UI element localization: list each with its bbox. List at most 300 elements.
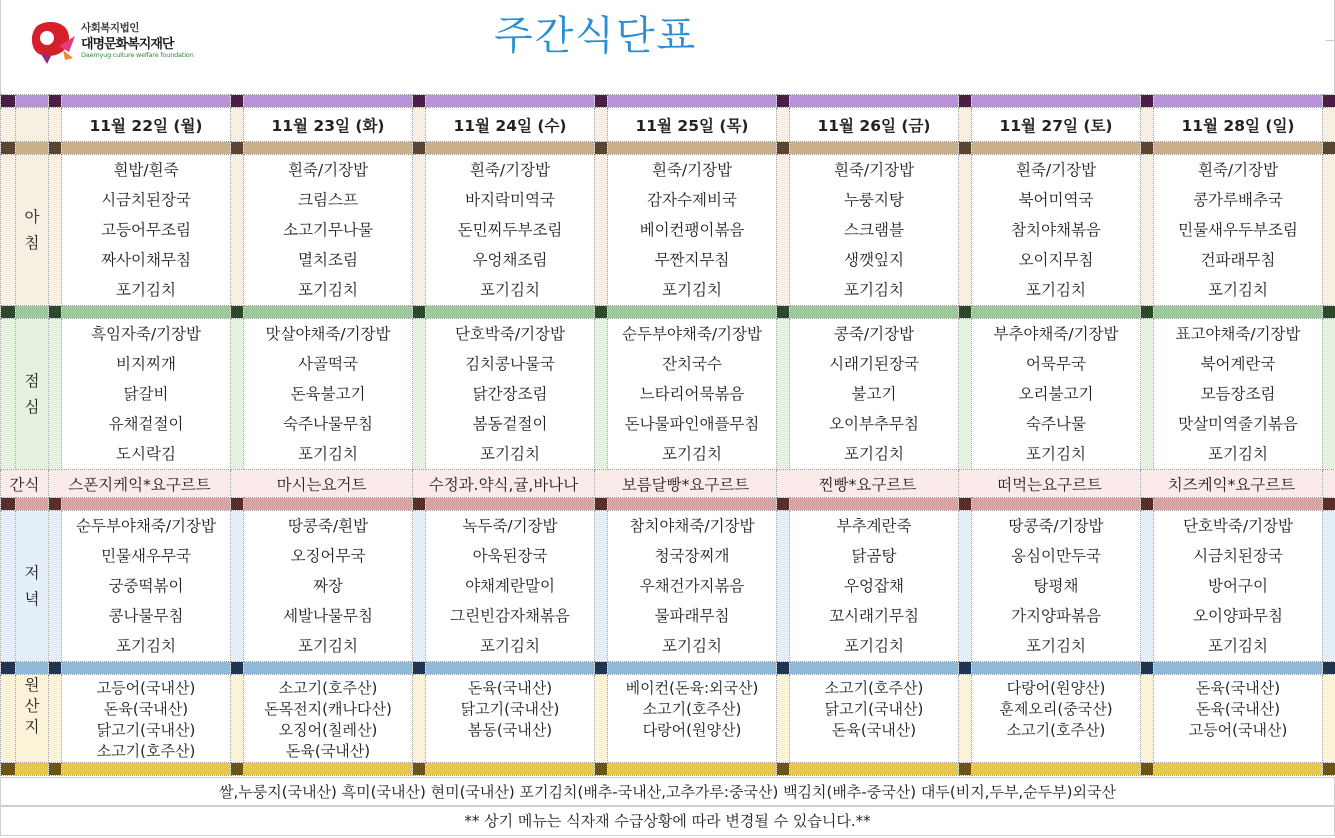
strip-cell [972,306,1141,319]
spacer-cell [231,511,244,662]
strip-bar [49,662,62,675]
strip-edge [1,763,16,776]
menu-item: 숙주나물 [1026,415,1086,433]
strip-bar [49,142,62,155]
strip-cell [1154,95,1323,108]
meal-label-char: 녁 [24,590,40,608]
menu-item: 세발나물무침 [283,607,373,625]
strip-bar [49,763,62,776]
strip-cell [62,662,231,675]
day-header: 11월 22일 (월) [62,108,231,142]
menu-item: 소고기무나물 [283,221,373,239]
menu-item: 단호박죽/기장밥 [454,325,566,343]
menu-item: 흰죽/기장밥 [287,161,369,179]
edge-cell [1,675,16,763]
spacer-cell [231,319,244,470]
day-header: 11월 25일 (목) [608,108,777,142]
meal-label-origin [16,675,49,763]
spacer-cell [595,155,608,306]
strip-cell [972,662,1141,675]
day-menu-cell [972,319,1141,470]
menu-item: 콩나물무침 [108,607,184,625]
menu-item: 생깻잎지 [844,251,904,269]
strip-cell [16,498,49,511]
strip-bottom [1,763,1335,776]
strip-cell [608,498,777,511]
strip-cell [426,662,595,675]
strip-bar [1323,763,1335,776]
origin-item: 소고기(호주산) [278,679,378,697]
menu-item: 포기김치 [662,637,722,655]
menu-item: 포기김치 [1208,637,1268,655]
menu-item: 맛살야채죽/기장밥 [265,325,391,343]
menu-item: 누룽지탕 [844,191,904,209]
strip-bar [595,662,608,675]
strip-cell [790,662,959,675]
strip-edge [1,662,16,675]
meal-row-lunch [1,319,1335,470]
day-origin-cell [1154,675,1323,763]
menu-item: 짜장 [313,577,343,595]
day-menu-cell [608,155,777,306]
meal-label-char: 저 [24,564,40,582]
menu-item: 포기김치 [298,281,358,299]
menu-item: 포기김치 [844,637,904,655]
origin-item: 돈육(국내산) [103,700,189,718]
snack-item: 수정과.약식,귤,바나나 [413,470,595,498]
origin-item: 다랑어(원양산) [642,721,742,739]
spacer-cell [959,675,972,763]
weekly-menu-table [0,94,1335,776]
strip-bar [959,498,972,511]
origin-item: 베이컨(돈육:외국산) [625,679,759,697]
menu-item: 사골떡국 [298,355,358,373]
foundation-logo-icon [29,18,77,64]
strip-cell [1154,142,1323,155]
menu-item: 부추야채죽/기장밥 [993,325,1119,343]
spacer-cell [1323,511,1335,662]
menu-item: 오리불고기 [1018,385,1094,403]
strip-bar [231,662,244,675]
spacer-cell [595,319,608,470]
strip-bar [1323,95,1335,108]
strip-breakfast [1,142,1335,155]
strip-cell [608,95,777,108]
strip-cell [426,95,595,108]
menu-item: 오징어무국 [290,547,366,565]
strip-cell [16,763,49,776]
change-notice: ** 상기 메뉴는 식자재 수급상황에 따라 변경될 수 있습니다.** [0,806,1335,836]
spacer-cell [1323,470,1335,498]
spacer-cell [49,155,62,306]
origin-item: 소고기(호주산) [642,700,742,718]
menu-item: 포기김치 [298,637,358,655]
spacer-cell [413,675,426,763]
meal-label-char: 아 [24,208,40,226]
strip-bar [1323,498,1335,511]
day-menu-cell [244,511,413,662]
strip-cell [16,662,49,675]
strip-top [1,95,1335,108]
menu-item: 북어계란국 [1200,355,1276,373]
day-menu-cell [62,155,231,306]
strip-bar [49,95,62,108]
menu-item: 짜사이채무침 [101,251,191,269]
strip-lunch [1,306,1335,319]
strip-cell [1154,763,1323,776]
spacer-cell [231,675,244,763]
day-menu-cell [1154,511,1323,662]
strip-cell [972,95,1141,108]
menu-item: 김치콩나물국 [465,355,555,373]
strip-bar [595,306,608,319]
menu-item: 고등어무조림 [101,221,191,239]
strip-bar [959,306,972,319]
menu-item: 유채겉절이 [108,415,184,433]
menu-item: 순두부야채죽/기장밥 [622,325,762,343]
strip-bar [777,498,790,511]
menu-item: 돈육불고기 [290,385,366,403]
strip-bar [413,95,426,108]
spacer-cell [777,319,790,470]
spacer-cell [413,511,426,662]
day-header: 11월 28일 (일) [1154,108,1323,142]
day-menu-cell [608,319,777,470]
menu-item: 비지찌개 [116,355,176,373]
origin-item: 오징어(칠레산) [278,721,378,739]
menu-item: 포기김치 [1026,445,1086,463]
strip-cell [426,763,595,776]
menu-item: 녹두죽/기장밥 [462,517,558,535]
snack-item: 찐빵*요구르트 [777,470,959,498]
menu-item: 오이양파무침 [1193,607,1283,625]
menu-item: 베이컨팽이볶음 [639,221,745,239]
divider [1326,40,1335,41]
menu-item: 멸치조림 [298,251,358,269]
origin-item: 소고기(호주산) [824,679,924,697]
menu-item: 콩죽/기장밥 [833,325,915,343]
origin-item: 소고기(호주산) [96,742,196,760]
day-menu-cell [1154,155,1323,306]
strip-cell [426,142,595,155]
spacer-cell [413,319,426,470]
strip-cell [244,763,413,776]
strip-cell [62,95,231,108]
strip-bar [1141,498,1154,511]
spacer-cell [49,511,62,662]
page-title: 주간식단표 [494,13,698,59]
meal-label-char: 지 [24,718,40,736]
strip-cell [16,95,49,108]
snack-item: 스폰지케익*요구르트 [49,470,231,498]
day-menu-cell [790,155,959,306]
day-origin-cell [608,675,777,763]
menu-item: 참치야채볶음 [1011,221,1101,239]
snack-item: 보름달빵*요구르트 [595,470,777,498]
day-origin-cell [790,675,959,763]
strip-cell [244,142,413,155]
menu-item: 꼬시래기무침 [829,607,919,625]
strip-bar [413,763,426,776]
strip-cell [790,498,959,511]
day-header: 11월 27일 (토) [972,108,1141,142]
menu-item: 오이지무침 [1018,251,1094,269]
menu-item: 어묵무국 [1026,355,1086,373]
menu-item: 포기김치 [1026,281,1086,299]
menu-item: 표고야채죽/기장밥 [1175,325,1301,343]
spacer-cell [1141,675,1154,763]
day-origin-cell [62,675,231,763]
menu-item: 그린빈감자채볶음 [450,607,570,625]
menu-item: 포기김치 [844,281,904,299]
strip-cell [608,142,777,155]
menu-item: 흰죽/기장밥 [651,161,733,179]
meal-label-char: 심 [24,398,40,416]
menu-item: 흰죽/기장밥 [1197,161,1279,179]
menu-item: 무짠지무침 [654,251,730,269]
spacer-cell [1141,108,1154,142]
meal-label-char: 침 [24,234,40,252]
origin-item: 돈육(국내산) [1195,679,1281,697]
strip-bar [231,306,244,319]
menu-item: 흰죽/기장밥 [833,161,915,179]
origin-item: 돈육(국내산) [831,721,917,739]
day-header: 11월 23일 (화) [244,108,413,142]
strip-bar [1141,662,1154,675]
day-header-row [1,108,1335,142]
menu-item: 돈민찌두부조림 [457,221,563,239]
strip-cell [62,498,231,511]
spacer-cell [1323,675,1335,763]
day-menu-cell [972,155,1141,306]
menu-item: 민물새우무국 [101,547,191,565]
strip-bar [1141,142,1154,155]
strip-bar [49,306,62,319]
strip-cell [244,498,413,511]
menu-item: 포기김치 [480,281,540,299]
origin-item: 돈목전지(캐나다산) [264,700,392,718]
spacer-cell [777,108,790,142]
strip-cell [244,306,413,319]
origin-item: 소고기(호주산) [1006,721,1106,739]
spacer-cell [49,675,62,763]
strip-cell [608,763,777,776]
strip-bar [231,95,244,108]
spacer-cell [413,155,426,306]
strip-bar [413,498,426,511]
spacer-cell [1323,319,1335,470]
meal-row-breakfast [1,155,1335,306]
menu-item: 야채계란말이 [465,577,555,595]
day-menu-cell [426,155,595,306]
spacer-cell [413,108,426,142]
menu-item: 물파래무침 [654,607,730,625]
menu-item: 흰죽/기장밥 [469,161,551,179]
strip-cell [1154,498,1323,511]
menu-item: 돈나물파인애플무침 [624,415,760,433]
foundation-type: 사회복지법인 [81,22,139,34]
menu-item: 숙주나물무침 [283,415,373,433]
menu-item: 포기김치 [1208,445,1268,463]
origin-item: 닭고기(국내산) [460,700,560,718]
menu-item: 옹심이만두국 [1011,547,1101,565]
origin-item: 고등어(국내산) [1188,721,1288,739]
menu-item: 감자수제비국 [647,191,737,209]
spacer-cell [49,108,62,142]
origin-item: 훈제오리(중국산) [999,700,1113,718]
foundation-name: 대명문화복지재단 [81,37,174,52]
menu-item: 우채건가지볶음 [639,577,745,595]
strip-bar [49,498,62,511]
corner-cell [16,108,49,142]
origin-item: 돈육(국내산) [467,679,553,697]
edge-cell [1,155,16,306]
spacer-cell [231,108,244,142]
menu-item: 포기김치 [1208,281,1268,299]
strip-cell [244,662,413,675]
origin-item: 돈육(국내산) [1195,700,1281,718]
strip-bar [413,662,426,675]
strip-bar [777,306,790,319]
foundation-logo [29,18,199,64]
spacer-cell [595,675,608,763]
menu-item: 스크램블 [844,221,904,239]
menu-item: 느타리어묵볶음 [639,385,745,403]
strip-bar [595,95,608,108]
menu-item: 포기김치 [298,445,358,463]
day-menu-cell [426,511,595,662]
menu-item: 잔치국수 [662,355,722,373]
spacer-cell [777,511,790,662]
spacer-cell [1141,511,1154,662]
spacer-cell [777,155,790,306]
day-menu-cell [608,511,777,662]
day-menu-cell [244,155,413,306]
menu-item: 맛살미역줄기볶음 [1178,415,1298,433]
menu-item: 포기김치 [480,637,540,655]
menu-item: 흰밥/흰죽 [113,161,179,179]
day-menu-cell [244,319,413,470]
spacer-cell [959,511,972,662]
origin-item: 다랑어(원양산) [1006,679,1106,697]
menu-item: 가지양파볶음 [1011,607,1101,625]
edge-cell [1,108,16,142]
menu-item: 건파래무침 [1200,251,1276,269]
day-menu-cell [62,319,231,470]
spacer-cell [1323,155,1335,306]
strip-bar [1323,662,1335,675]
day-origin-cell [426,675,595,763]
menu-item: 우엉채조림 [472,251,548,269]
strip-bar [959,763,972,776]
strip-cell [790,142,959,155]
snack-item: 떠먹는요구르트 [959,470,1141,498]
menu-item: 닭갈비 [123,385,169,403]
meal-label-breakfast [16,155,49,306]
strip-bar [231,763,244,776]
menu-item: 포기김치 [662,445,722,463]
menu-item: 닭간장조림 [472,385,548,403]
menu-item: 흰죽/기장밥 [1015,161,1097,179]
meal-label-char: 점 [24,372,40,390]
origin-item: 봄동(국내산) [467,721,553,739]
snack-item: 마시는요거트 [231,470,413,498]
menu-item: 바지락미역국 [465,191,555,209]
strip-bar [1323,306,1335,319]
menu-item: 우엉잡채 [844,577,904,595]
meal-row-dinner [1,511,1335,662]
strip-bar [231,142,244,155]
meal-row-origin [1,675,1335,763]
day-menu-cell [972,511,1141,662]
spacer-cell [777,675,790,763]
spacer-cell [231,155,244,306]
spacer-cell [1323,108,1335,142]
origin-item: 닭고기(국내산) [96,721,196,739]
menu-item: 모듬장조림 [1200,385,1276,403]
strip-cell [1154,662,1323,675]
day-menu-cell [1154,319,1323,470]
snack-item: 치즈케익*요구르트 [1141,470,1323,498]
menu-item: 콩가루배추국 [1193,191,1283,209]
strip-cell [62,763,231,776]
strip-cell [62,142,231,155]
menu-item: 궁중떡볶이 [108,577,184,595]
menu-item: 땅콩죽/흰밥 [287,517,369,535]
day-origin-cell [244,675,413,763]
foundation-name-en: Daemyug culture welfare foundation [81,51,194,59]
menu-item: 포기김치 [116,281,176,299]
meal-label-char: 산 [24,697,40,715]
menu-item: 민물새우두부조림 [1178,221,1298,239]
menu-item: 아욱된장국 [472,547,548,565]
strip-cell [790,306,959,319]
menu-item: 순두부야채죽/기장밥 [76,517,216,535]
menu-item: 단호박죽/기장밥 [1182,517,1294,535]
meal-label-dinner [16,511,49,662]
menu-item: 흑임자죽/기장밥 [90,325,202,343]
origin-note: 쌀,누룽지(국내산) 흑미(국내산) 현미(국내산) 포기김치(배추-국내산,고추가루:중국산) 백김치(배추-중국산) 대두(비지,두부,순두부)외국산 [0,777,1335,806]
strip-cell [1154,306,1323,319]
strip-edge [1,498,16,511]
menu-item: 포기김치 [480,445,540,463]
strip-bar [413,306,426,319]
strip-cell [790,95,959,108]
origin-item: 돈육(국내산) [285,742,371,760]
strip-edge [1,142,16,155]
edge-cell [1,319,16,470]
spacer-cell [1141,155,1154,306]
strip-origin [1,662,1335,675]
strip-cell [608,306,777,319]
strip-bar [1141,95,1154,108]
day-header: 11월 26일 (금) [790,108,959,142]
day-origin-cell [972,675,1141,763]
menu-item: 포기김치 [116,637,176,655]
strip-edge [1,95,16,108]
menu-item: 청국장찌개 [654,547,730,565]
edge-cell [1,511,16,662]
day-menu-cell [62,511,231,662]
menu-item: 도시락김 [116,445,176,463]
day-menu-cell [790,319,959,470]
strip-bar [1323,142,1335,155]
strip-bar [595,763,608,776]
strip-bar [1141,306,1154,319]
spacer-cell [959,319,972,470]
meal-row-snack [1,470,1335,498]
menu-item: 북어미역국 [1018,191,1094,209]
